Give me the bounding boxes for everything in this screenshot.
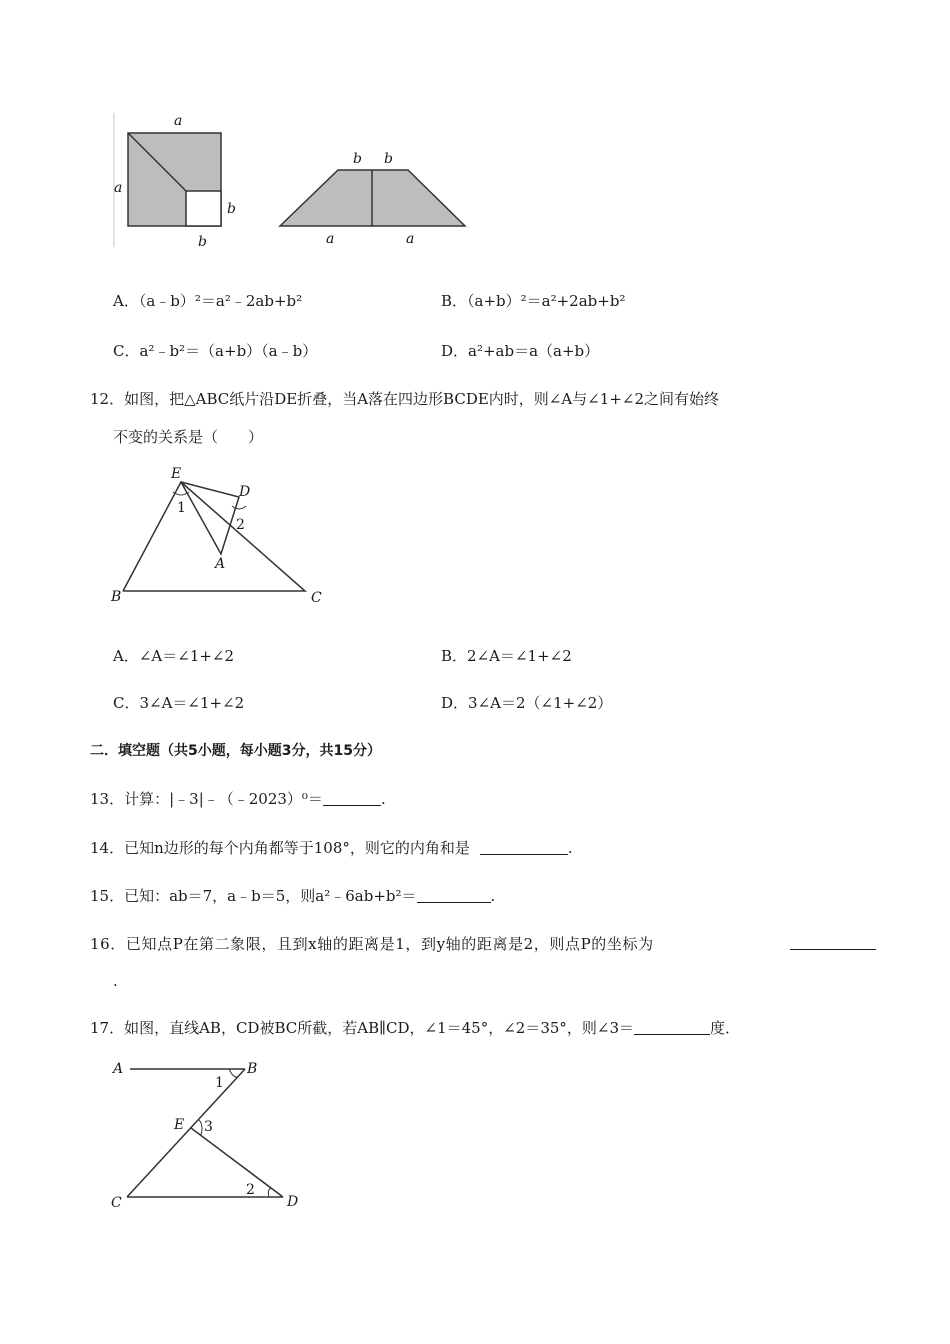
section-2-heading: 二．填空题（共5小题，每小题3分，共15分） [90, 743, 381, 759]
q12-option-d[interactable]: D．3∠A＝2（∠1+∠2） [441, 694, 613, 712]
angle-1-arc [229, 1069, 238, 1077]
label-trap-top-1: b [353, 151, 362, 167]
q11-option-d-text: a²+ab＝a（a+b） [468, 342, 600, 360]
label-b: B [111, 589, 122, 605]
label-b: B [247, 1061, 258, 1077]
q15-text: 已知：ab＝7，a﹣b＝5，则a²﹣6ab+b²＝ [124, 887, 417, 905]
q12-option-c-text: 3∠A＝∠1+∠2 [139, 694, 245, 712]
q12-stem-line2: 不变的关系是（ ） [113, 428, 264, 446]
label-e: E [171, 466, 182, 482]
label-square-left: a [114, 180, 123, 196]
q17-figure [105, 1052, 320, 1217]
q14-number: 14． [90, 839, 125, 857]
label-inner-bottom: b [198, 234, 207, 250]
label-trap-bottom-2: a [406, 231, 415, 247]
label-trap-bottom-1: a [326, 231, 335, 247]
q12-option-d-text: 3∠A＝2（∠1+∠2） [468, 694, 613, 712]
q11-option-b[interactable]: B．（a+b）²＝a²+2ab+b² [441, 292, 626, 310]
label-angle-3: 3 [204, 1119, 213, 1135]
q15-number: 15． [90, 887, 125, 905]
angle-2-arc [232, 506, 246, 509]
label-angle-1: 1 [215, 1075, 224, 1091]
line-bc [127, 1069, 245, 1197]
label-inner-right: b [227, 201, 236, 217]
label-d: D [239, 484, 251, 500]
q16-answer-blank[interactable] [790, 935, 876, 950]
q11-option-d[interactable]: D．a²+ab＝a（a+b） [441, 342, 600, 360]
q12-number: 12． [90, 390, 125, 408]
q13-answer-blank[interactable] [323, 791, 381, 806]
label-a: A [113, 1061, 124, 1077]
q12-option-b-text: 2∠A＝∠1+∠2 [467, 647, 572, 665]
q14-text: 已知n边形的每个内角都等于108°，则它的内角和是 [124, 839, 470, 857]
q14-answer-blank[interactable] [480, 840, 568, 855]
q17-text: 如图，直线AB，CD被BC所截，若AB∥CD，∠1＝45°，∠2＝35°，则∠3＝ [124, 1019, 635, 1037]
q12-option-a[interactable]: A．∠A＝∠1+∠2 [113, 647, 235, 665]
q11-option-c[interactable]: C．a²﹣b²＝（a+b）（a﹣b） [113, 342, 318, 360]
q15: 15．已知：ab＝7，a﹣b＝5，则a²﹣6ab+b²＝ . [90, 887, 496, 905]
q12-stem-line1 [90, 388, 719, 409]
q17-number: 17． [90, 1019, 125, 1037]
q13-text: 计算：|﹣3|﹣（﹣2023）⁰＝ [124, 790, 323, 808]
q11-option-b-text: （a+b）²＝a²+2ab+b² [467, 292, 626, 310]
q12-option-b[interactable]: B．2∠A＝∠1+∠2 [441, 647, 572, 665]
q12-option-a-text: ∠A＝∠1+∠2 [138, 647, 235, 665]
small-square [186, 191, 221, 226]
label-angle-1: 1 [177, 500, 186, 516]
q17: 17．如图，直线AB，CD被BC所截，若AB∥CD，∠1＝45°，∠2＝35°，则∠3＝ 度． [90, 1019, 741, 1037]
label-square-top: a [174, 113, 183, 129]
q16-number: 16． [90, 935, 126, 953]
folded-triangle [181, 482, 239, 554]
label-c: C [311, 590, 322, 606]
q15-answer-blank[interactable] [417, 888, 491, 903]
q12-figure [105, 462, 335, 612]
q13: 13．计算：|﹣3|﹣（﹣2023）⁰＝ . [90, 790, 386, 808]
triangle-abc [123, 482, 305, 591]
q11-option-a-text: （a﹣b）²＝a²﹣2ab+b² [138, 292, 303, 310]
label-angle-2: 2 [236, 517, 245, 533]
q11-figure [108, 105, 478, 255]
angle-3-arc [198, 1119, 202, 1135]
label-c: C [111, 1195, 122, 1211]
q11-option-c-text: a²﹣b²＝（a+b）（a﹣b） [139, 342, 318, 360]
q13-number: 13． [90, 790, 125, 808]
q14: 14．已知n边形的每个内角都等于108°，则它的内角和是 . [90, 839, 573, 857]
label-a: A [215, 556, 226, 572]
angle-2-arc [268, 1188, 271, 1197]
q16-text: 已知点P在第二象限，且到x轴的距离是1，到y轴的距离是2，则点P的坐标为 [125, 935, 654, 953]
q12-option-c[interactable]: C．3∠A＝∠1+∠2 [113, 694, 245, 712]
label-e: E [174, 1117, 185, 1133]
label-d: D [287, 1194, 299, 1210]
q16 [90, 933, 654, 954]
q11-option-a[interactable]: A．（a﹣b）²＝a²﹣2ab+b² [113, 292, 303, 310]
label-trap-top-2: b [384, 151, 393, 167]
line-ed [191, 1128, 283, 1197]
q12-text: 如图，把△ABC纸片沿DE折叠，当A落在四边形BCDE内时，则∠A与∠1+∠2之间有始终 [124, 390, 719, 408]
label-angle-2: 2 [246, 1182, 255, 1198]
q17-answer-blank[interactable] [634, 1020, 710, 1035]
q16-end: . [113, 972, 118, 990]
